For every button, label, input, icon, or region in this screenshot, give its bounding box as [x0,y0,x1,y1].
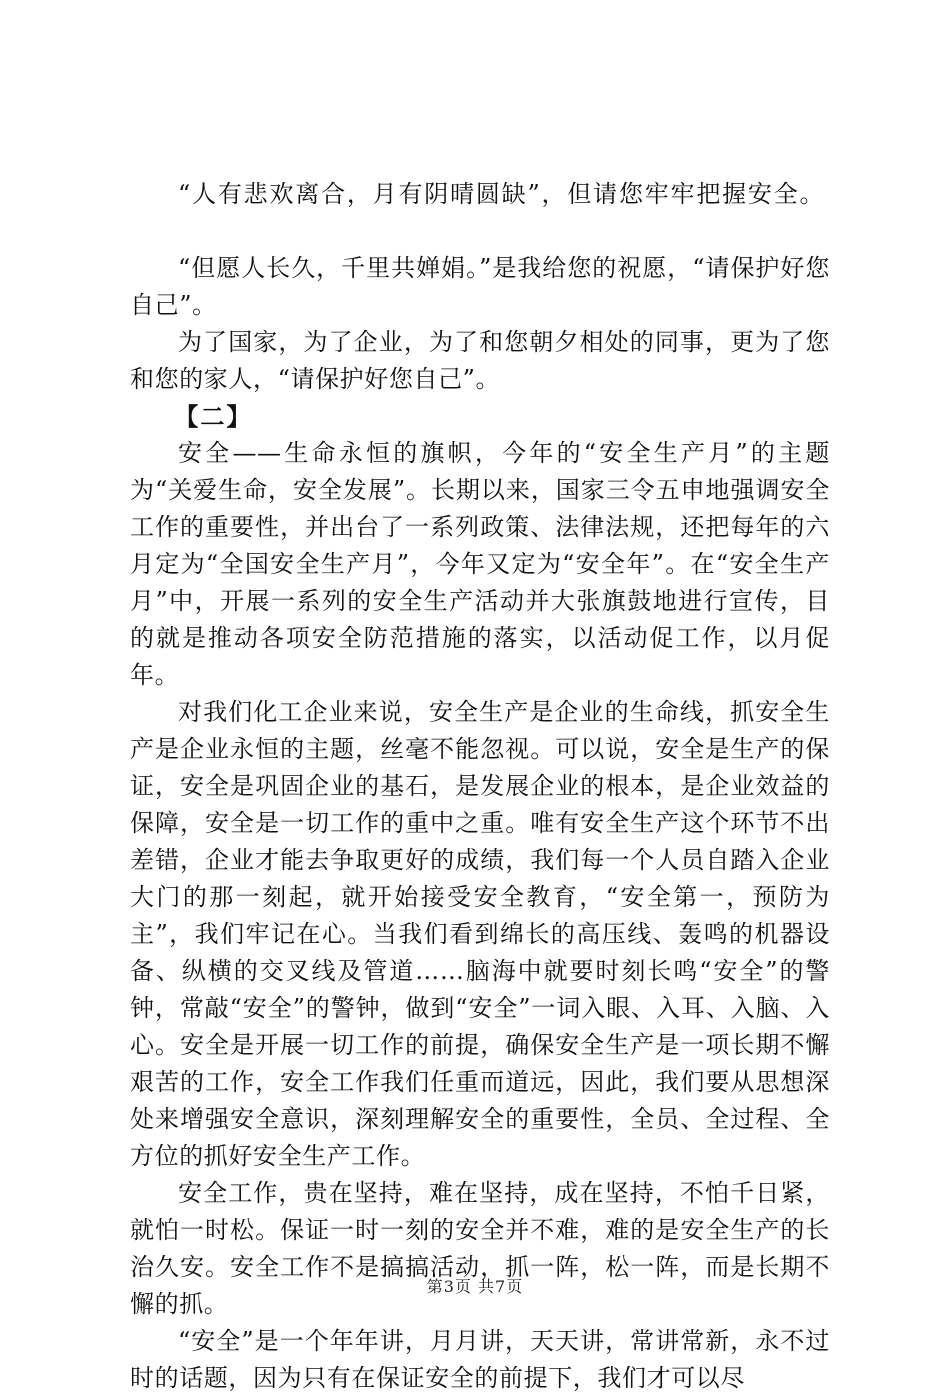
document-body [130,176,830,1397]
paragraph-safety-topic: “安全”是一个年年讲，月月讲，天天讲，常讲常新，永不过时的话题，因为只有在保证安全的前提下，我们才可以尽 [130,1327,830,1392]
paragraph-persistence: 安全工作，贵在坚持，难在坚持，成在坚持，不怕千日紧，就怕一时松。保证一时一刻的安全并不难，难的是安全生产的长治久安。安全工作不是搞搞活动，抓一阵，松一阵，而是长期不懈的抓。 [130,1179,830,1318]
paragraph-for-country: 为了国家，为了企业，为了和您朝夕相处的同事，更为了您和您的家人，“请保护好您自己”。 [130,328,830,393]
section-heading: 【二】 [174,402,253,431]
paragraph-quote-moon: “人有悲欢离合，月有阴晴圆缺”，但请您牢牢把握安全。 [178,180,826,208]
paragraph-blessing: “但愿人长久，千里共婵娟。”是我给您的祝愿，“请保护好您自己”。 [130,254,830,319]
paragraph-safety-banner: 安全——生命永恒的旗帜，今年的“安全生产月”的主题为“关爱生命，安全发展”。长期以来，国家三令五申地强调安全工作的重要性，并出台了一系列政策、法律法规，还把每年的六月定为“全国安全生产月”，今年又定为“安全年”。在“安全生产月”中，开展一系列的安全生产活动并大张旗鼓地进行宣传，目的就是推动各项安全防范措施的落实，以活动促工作，以月促年。 [130,439,830,689]
paragraph-chemical-enterprise: 对我们化工企业来说，安全生产是企业的生命线，抓安全生产是企业永恒的主题，丝毫不能忽视。可以说，安全是生产的保证，安全是巩固企业的基石，是发展企业的根本，是企业效益的保障，安全是一切工作的重中之重。唯有安全生产这个环节不出差错，企业才能去争取更好的成绩，我们每一个人员自踏入企业大门的那一刻起，就开始接受安全教育，“安全第一，预防为主”，我们牢记在心。当我们看到绵长的高压线、轰鸣的机器设备、纵横的交叉线及管道……脑海中就要时刻长鸣“安全”的警钟，常敲“安全”的警钟，做到“安全”一词入眼、入耳、入脑、入心。安全是开展一切工作的前提，确保安全生产是一项长期不懈艰苦的工作，安全工作我们任重而道远，因此，我们要从思想深处来增强安全意识，深刻理解安全的重要性，全员、全过程、全方位的抓好安全生产工作。 [130,698,830,1170]
page-number-footer: 第3页 共7页 [426,1277,524,1296]
